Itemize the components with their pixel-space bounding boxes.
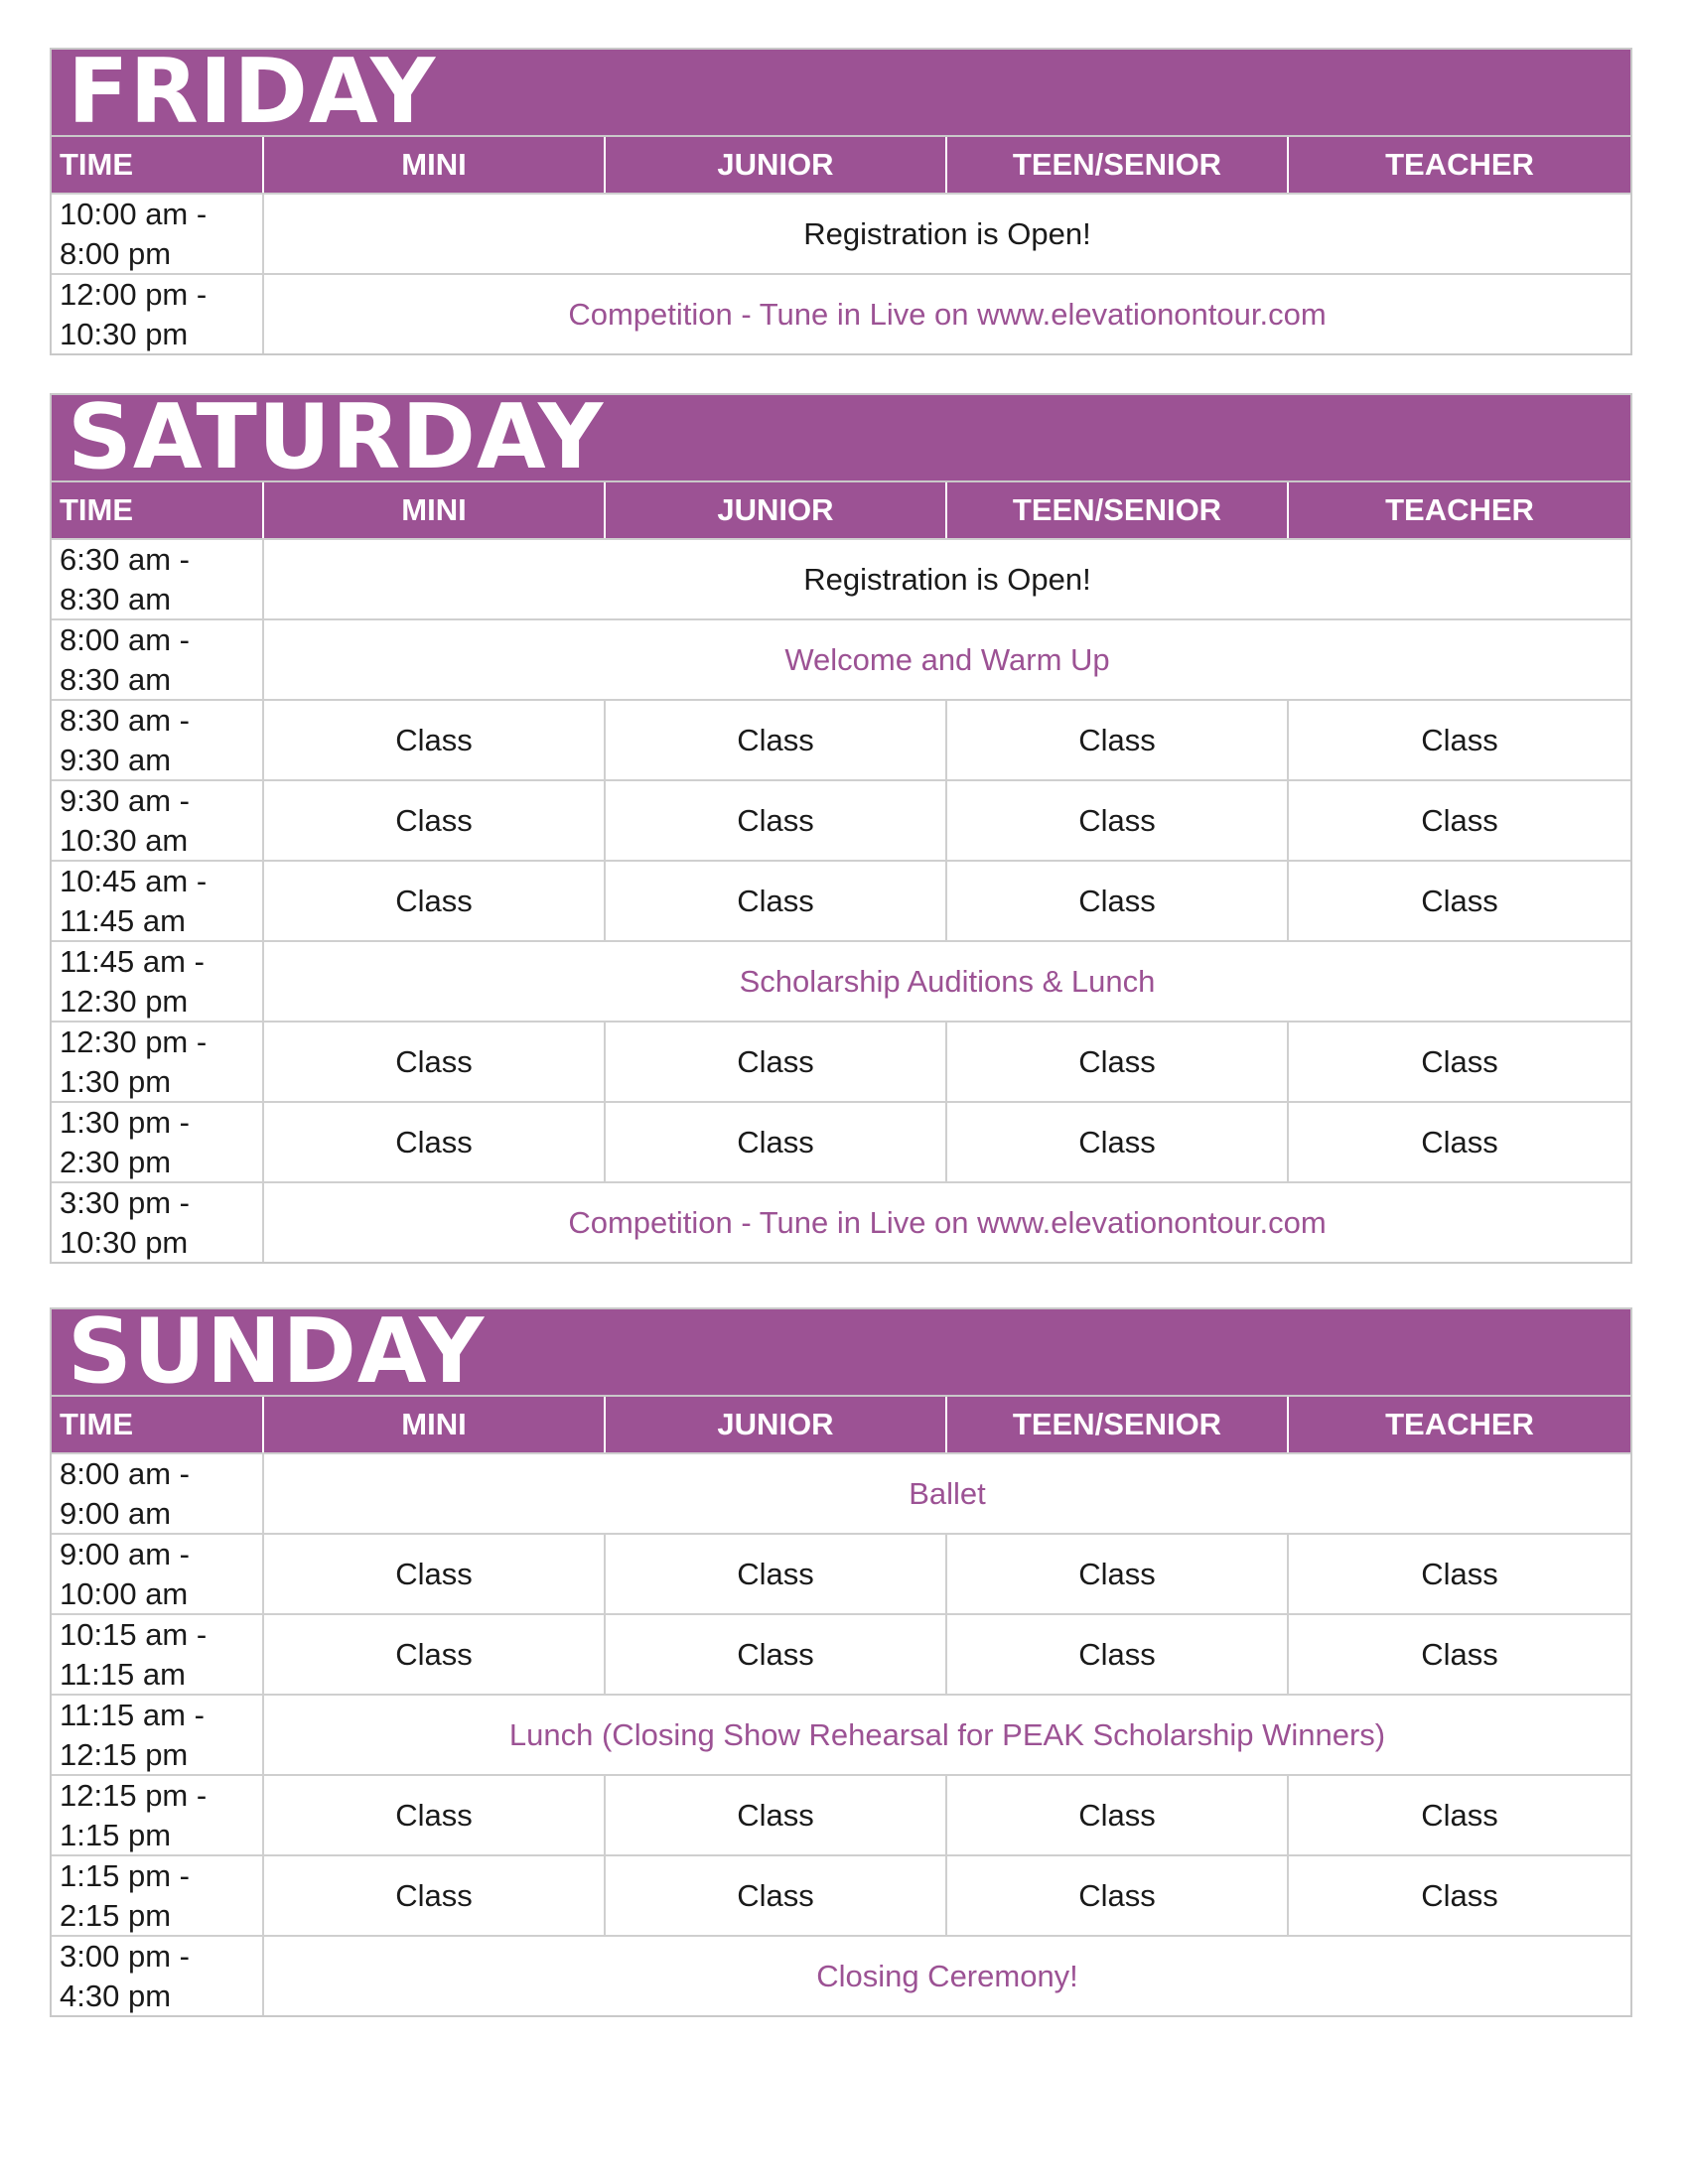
sunday-schedule bbox=[50, 1307, 1632, 2017]
schedule-row bbox=[52, 538, 1630, 618]
class-cell: Class bbox=[945, 1535, 1287, 1613]
column-header-teen-senior: TEEN/SENIOR bbox=[945, 137, 1287, 193]
time-slot: 11:15 am - 12:15 pm bbox=[60, 1697, 205, 1772]
event-cell: Registration is Open! bbox=[262, 195, 1630, 273]
time-slot: 8:00 am - 8:30 am bbox=[60, 621, 190, 697]
class-cell: Class bbox=[604, 1776, 945, 1854]
class-cell: Class bbox=[262, 1103, 604, 1181]
schedule-row bbox=[52, 699, 1630, 779]
class-cell: Class bbox=[262, 701, 604, 779]
time-slot: 12:15 pm - 1:15 pm bbox=[60, 1777, 208, 1852]
class-cell: Class bbox=[945, 1856, 1287, 1935]
class-cell: Class bbox=[945, 1103, 1287, 1181]
time-slot: 12:30 pm - 1:30 pm bbox=[60, 1024, 208, 1099]
column-header-row bbox=[52, 482, 1630, 538]
time-slot: 3:30 pm - 10:30 pm bbox=[60, 1184, 190, 1260]
class-cell: Class bbox=[945, 701, 1287, 779]
class-cell: Class bbox=[604, 862, 945, 940]
class-cell: Class bbox=[945, 1776, 1287, 1854]
time-slot: 6:30 am - 8:30 am bbox=[60, 541, 190, 616]
event-cell: Closing Ceremony! bbox=[262, 1937, 1630, 2015]
time-slot: 8:30 am - 9:30 am bbox=[60, 702, 190, 777]
column-header-mini: MINI bbox=[262, 137, 604, 193]
schedule-row bbox=[52, 1694, 1630, 1774]
schedule-row bbox=[52, 1533, 1630, 1613]
column-header-time: TIME bbox=[60, 147, 134, 182]
event-cell: Scholarship Auditions & Lunch bbox=[262, 942, 1630, 1021]
event-cell: Competition - Tune in Live on www.elevationontour.com bbox=[262, 275, 1630, 353]
event-cell: Lunch (Closing Show Rehearsal for PEAK Scholarship Winners) bbox=[262, 1696, 1630, 1774]
class-cell: Class bbox=[604, 1103, 945, 1181]
class-cell: Class bbox=[262, 1023, 604, 1101]
class-cell: Class bbox=[262, 1856, 604, 1935]
schedule-row bbox=[52, 273, 1630, 353]
day-title: SATURDAY bbox=[52, 395, 1630, 482]
class-cell: Class bbox=[262, 1535, 604, 1613]
day-title: FRIDAY bbox=[52, 50, 1630, 137]
event-cell: Registration is Open! bbox=[262, 540, 1630, 618]
column-header-time: TIME bbox=[60, 1407, 134, 1441]
class-cell: Class bbox=[604, 1023, 945, 1101]
time-slot: 1:30 pm - 2:30 pm bbox=[60, 1104, 190, 1179]
class-cell: Class bbox=[1287, 1023, 1630, 1101]
schedule-row bbox=[52, 1774, 1630, 1854]
class-cell: Class bbox=[1287, 781, 1630, 860]
time-slot: 11:45 am - 12:30 pm bbox=[60, 943, 205, 1019]
class-cell: Class bbox=[1287, 701, 1630, 779]
class-cell: Class bbox=[1287, 1615, 1630, 1694]
class-cell: Class bbox=[604, 1615, 945, 1694]
column-header-teacher: TEACHER bbox=[1287, 1397, 1630, 1452]
schedule-row bbox=[52, 940, 1630, 1021]
class-cell: Class bbox=[262, 1776, 604, 1854]
class-cell: Class bbox=[604, 1535, 945, 1613]
column-header-junior: JUNIOR bbox=[604, 482, 945, 538]
time-slot: 12:00 pm - 10:30 pm bbox=[60, 276, 208, 351]
time-slot: 9:30 am - 10:30 am bbox=[60, 782, 190, 858]
friday-schedule bbox=[50, 48, 1632, 355]
schedule-row bbox=[52, 860, 1630, 940]
event-cell: Welcome and Warm Up bbox=[262, 620, 1630, 699]
class-cell: Class bbox=[262, 862, 604, 940]
column-header-junior: JUNIOR bbox=[604, 137, 945, 193]
class-cell: Class bbox=[945, 1023, 1287, 1101]
class-cell: Class bbox=[262, 781, 604, 860]
schedule-row bbox=[52, 1613, 1630, 1694]
class-cell: Class bbox=[1287, 862, 1630, 940]
event-cell: Competition - Tune in Live on www.elevationontour.com bbox=[262, 1183, 1630, 1262]
class-cell: Class bbox=[604, 701, 945, 779]
column-header-teacher: TEACHER bbox=[1287, 482, 1630, 538]
class-cell: Class bbox=[1287, 1856, 1630, 1935]
time-slot: 10:15 am - 11:15 am bbox=[60, 1616, 208, 1692]
class-cell: Class bbox=[1287, 1776, 1630, 1854]
column-header-teen-senior: TEEN/SENIOR bbox=[945, 1397, 1287, 1452]
column-header-mini: MINI bbox=[262, 482, 604, 538]
column-header-junior: JUNIOR bbox=[604, 1397, 945, 1452]
event-cell: Ballet bbox=[262, 1454, 1630, 1533]
class-cell: Class bbox=[1287, 1103, 1630, 1181]
schedule-row bbox=[52, 1935, 1630, 2015]
time-slot: 3:00 pm - 4:30 pm bbox=[60, 1938, 190, 2013]
schedule-row bbox=[52, 1021, 1630, 1101]
day-title: SUNDAY bbox=[52, 1309, 1630, 1397]
schedule-row bbox=[52, 1181, 1630, 1262]
saturday-schedule bbox=[50, 393, 1632, 1264]
column-header-row bbox=[52, 1397, 1630, 1452]
class-cell: Class bbox=[604, 781, 945, 860]
schedule-row bbox=[52, 618, 1630, 699]
schedule-row bbox=[52, 1101, 1630, 1181]
time-slot: 10:45 am - 11:45 am bbox=[60, 863, 208, 938]
schedule-row bbox=[52, 1854, 1630, 1935]
schedule-row bbox=[52, 779, 1630, 860]
time-slot: 1:15 pm - 2:15 pm bbox=[60, 1857, 190, 1933]
column-header-time: TIME bbox=[60, 492, 134, 527]
class-cell: Class bbox=[262, 1615, 604, 1694]
column-header-teacher: TEACHER bbox=[1287, 137, 1630, 193]
schedule-row bbox=[52, 193, 1630, 273]
class-cell: Class bbox=[1287, 1535, 1630, 1613]
time-slot: 9:00 am - 10:00 am bbox=[60, 1536, 190, 1611]
column-header-row bbox=[52, 137, 1630, 193]
class-cell: Class bbox=[604, 1856, 945, 1935]
column-header-teen-senior: TEEN/SENIOR bbox=[945, 482, 1287, 538]
class-cell: Class bbox=[945, 862, 1287, 940]
time-slot: 8:00 am - 9:00 am bbox=[60, 1455, 190, 1531]
time-slot: 10:00 am - 8:00 pm bbox=[60, 196, 208, 271]
class-cell: Class bbox=[945, 781, 1287, 860]
class-cell: Class bbox=[945, 1615, 1287, 1694]
column-header-mini: MINI bbox=[262, 1397, 604, 1452]
schedule-row bbox=[52, 1452, 1630, 1533]
